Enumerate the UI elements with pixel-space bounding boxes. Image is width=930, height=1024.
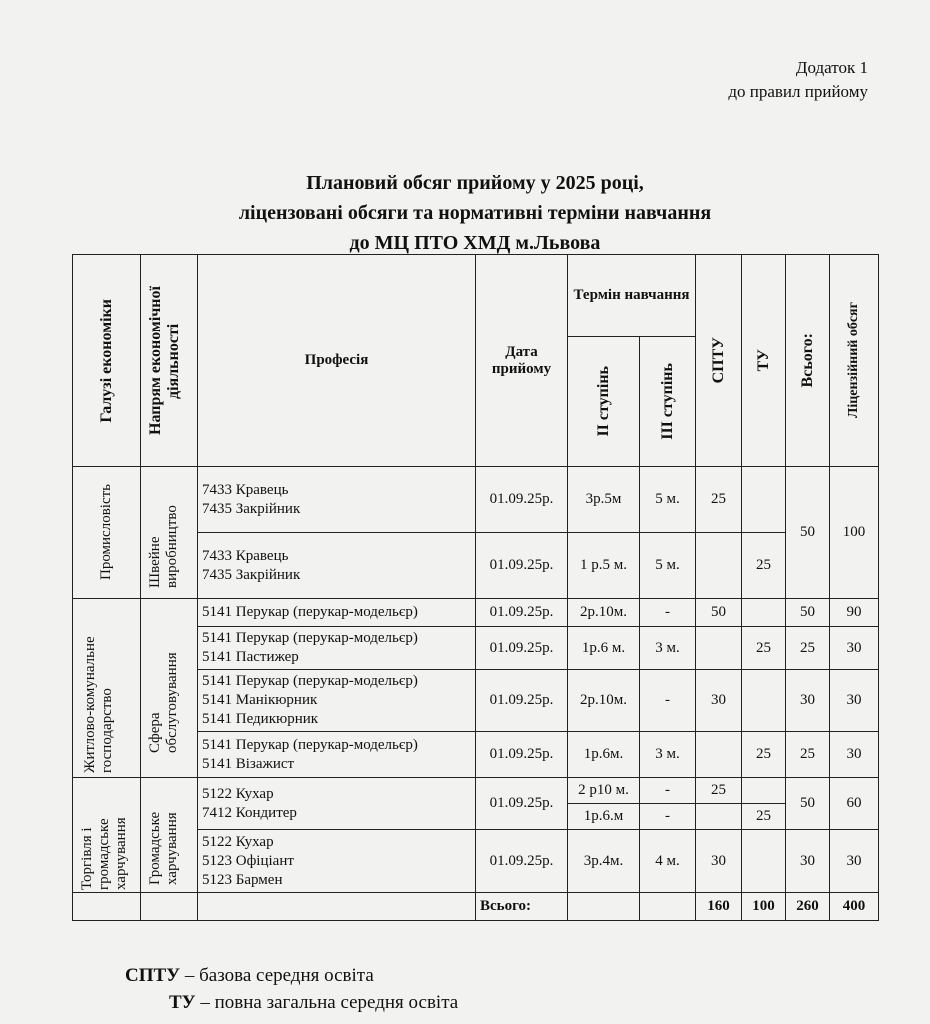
total-cell: 50 — [786, 467, 830, 599]
profession-cell: 5141 Перукар (перукар-модельєр) 5141 Пастижер — [198, 627, 476, 670]
sptu-cell: 25 — [696, 467, 742, 533]
total-cell: 30 — [786, 830, 830, 893]
totals-license: 400 — [830, 893, 879, 921]
sptu-cell: 30 — [696, 830, 742, 893]
totals-tu: 100 — [742, 893, 786, 921]
stage-3-cell: 3 м. — [640, 627, 696, 670]
total-cell: 25 — [786, 627, 830, 670]
stage-2-cell: 2р.10м. — [568, 599, 640, 627]
sptu-cell — [696, 804, 742, 830]
header-profession: Професія — [198, 255, 476, 467]
header-sector: Галузі економіки — [73, 255, 141, 467]
sptu-cell: 30 — [696, 670, 742, 732]
group-catering: Громадське харчування — [141, 778, 198, 893]
profession-cell: 5141 Перукар (перукар-модельєр) 5141 Візажист — [198, 732, 476, 778]
appendix-line-1: Додаток 1 — [795, 58, 868, 77]
header-term: Термін навчання — [568, 255, 696, 337]
stage-3-cell: 5 м. — [640, 533, 696, 599]
table-row — [73, 599, 879, 627]
header-license: Ліцензійний обсяг — [830, 255, 879, 467]
sptu-cell — [696, 627, 742, 670]
header-date: Дата прийому — [476, 255, 568, 467]
totals-sptu: 160 — [696, 893, 742, 921]
profession-cell: 5122 Кухар 7412 Кондитер — [198, 778, 476, 830]
license-cell: 60 — [830, 778, 879, 830]
appendix-note — [728, 56, 868, 104]
title-line-1: Плановий обсяг прийому у 2025 році, — [306, 172, 644, 194]
totals-row — [73, 893, 879, 921]
profession-cell: 7433 Кравець 7435 Закрійник — [198, 467, 476, 533]
date-cell: 01.09.25р. — [476, 670, 568, 732]
tu-cell — [742, 830, 786, 893]
group-housing: Житлово-комунальне господарство — [73, 599, 141, 778]
header-stage-3: ІІІ ступінь — [640, 337, 696, 467]
stage-2-cell: 1 р.5 м. — [568, 533, 640, 599]
tu-cell — [742, 670, 786, 732]
table-row — [73, 467, 879, 533]
stage-3-cell: 4 м. — [640, 830, 696, 893]
date-cell: 01.09.25р. — [476, 778, 568, 830]
legend-tu: ТУ – повна загальна середня освіта — [169, 992, 459, 1013]
header-direction: Напрям економічної діяльності — [141, 255, 198, 467]
date-cell: 01.09.25р. — [476, 627, 568, 670]
header-total: Всього: — [786, 255, 830, 467]
stage-3-cell: - — [640, 670, 696, 732]
total-cell: 50 — [786, 599, 830, 627]
total-cell: 30 — [786, 670, 830, 732]
stage-2-cell: 2 р10 м. — [568, 778, 640, 804]
group-trade: Торгівля і громадське харчування — [73, 778, 141, 893]
stage-3-cell: - — [640, 778, 696, 804]
stage-2-cell: 1р.6.м — [568, 804, 640, 830]
admission-table — [72, 254, 879, 921]
date-cell: 01.09.25р. — [476, 732, 568, 778]
header-sptu: СПТУ — [696, 255, 742, 467]
group-services: Сфера обслуговування — [141, 599, 198, 778]
license-cell: 30 — [830, 830, 879, 893]
stage-3-cell: 5 м. — [640, 467, 696, 533]
total-cell: 50 — [786, 778, 830, 830]
date-cell: 01.09.25р. — [476, 599, 568, 627]
legend-sptu: СПТУ – базова середня освіта — [125, 965, 374, 986]
date-cell: 01.09.25р. — [476, 830, 568, 893]
date-cell: 01.09.25р. — [476, 467, 568, 533]
table-row — [73, 778, 879, 804]
group-sewing: Швейне виробництво — [141, 467, 198, 599]
profession-cell: 7433 Кравець 7435 Закрійник — [198, 533, 476, 599]
stage-2-cell: 1р.6 м. — [568, 627, 640, 670]
stage-2-cell: 2р.10м. — [568, 670, 640, 732]
total-cell: 25 — [786, 732, 830, 778]
profession-cell: 5141 Перукар (перукар-модельєр) — [198, 599, 476, 627]
sptu-cell: 50 — [696, 599, 742, 627]
sptu-cell: 25 — [696, 778, 742, 804]
tu-cell — [742, 778, 786, 804]
license-cell: 100 — [830, 467, 879, 599]
tu-cell: 25 — [742, 732, 786, 778]
header-tu: ТУ — [742, 255, 786, 467]
tu-cell: 25 — [742, 804, 786, 830]
license-cell: 30 — [830, 670, 879, 732]
tu-cell — [742, 599, 786, 627]
license-cell: 30 — [830, 627, 879, 670]
profession-cell: 5141 Перукар (перукар-модельєр) 5141 Манікюрник 5141 Педикюрник — [198, 670, 476, 732]
profession-cell: 5122 Кухар 5123 Офіціант 5123 Бармен — [198, 830, 476, 893]
appendix-line-2: до правил прийому — [728, 82, 868, 101]
stage-3-cell: - — [640, 804, 696, 830]
stage-2-cell: 1р.6м. — [568, 732, 640, 778]
stage-3-cell: - — [640, 599, 696, 627]
totals-label: Всього: — [476, 893, 568, 921]
date-cell: 01.09.25р. — [476, 533, 568, 599]
stage-3-cell: 3 м. — [640, 732, 696, 778]
sptu-cell — [696, 533, 742, 599]
title-line-2: ліцензовані обсяги та нормативні терміни навчання — [238, 202, 712, 224]
legend — [125, 962, 458, 1016]
tu-cell: 25 — [742, 533, 786, 599]
totals-total: 260 — [786, 893, 830, 921]
license-cell: 90 — [830, 599, 879, 627]
stage-2-cell: 3р.4м. — [568, 830, 640, 893]
header-stage-2: ІІ ступінь — [568, 337, 640, 467]
stage-2-cell: 3р.5м — [568, 467, 640, 533]
group-industry: Промисловість — [73, 467, 141, 599]
tu-cell: 25 — [742, 627, 786, 670]
title-line-3: до МЦ ПТО ХМД м.Львова — [349, 232, 601, 254]
sptu-cell — [696, 732, 742, 778]
document-title — [0, 168, 930, 258]
license-cell: 30 — [830, 732, 879, 778]
tu-cell — [742, 467, 786, 533]
